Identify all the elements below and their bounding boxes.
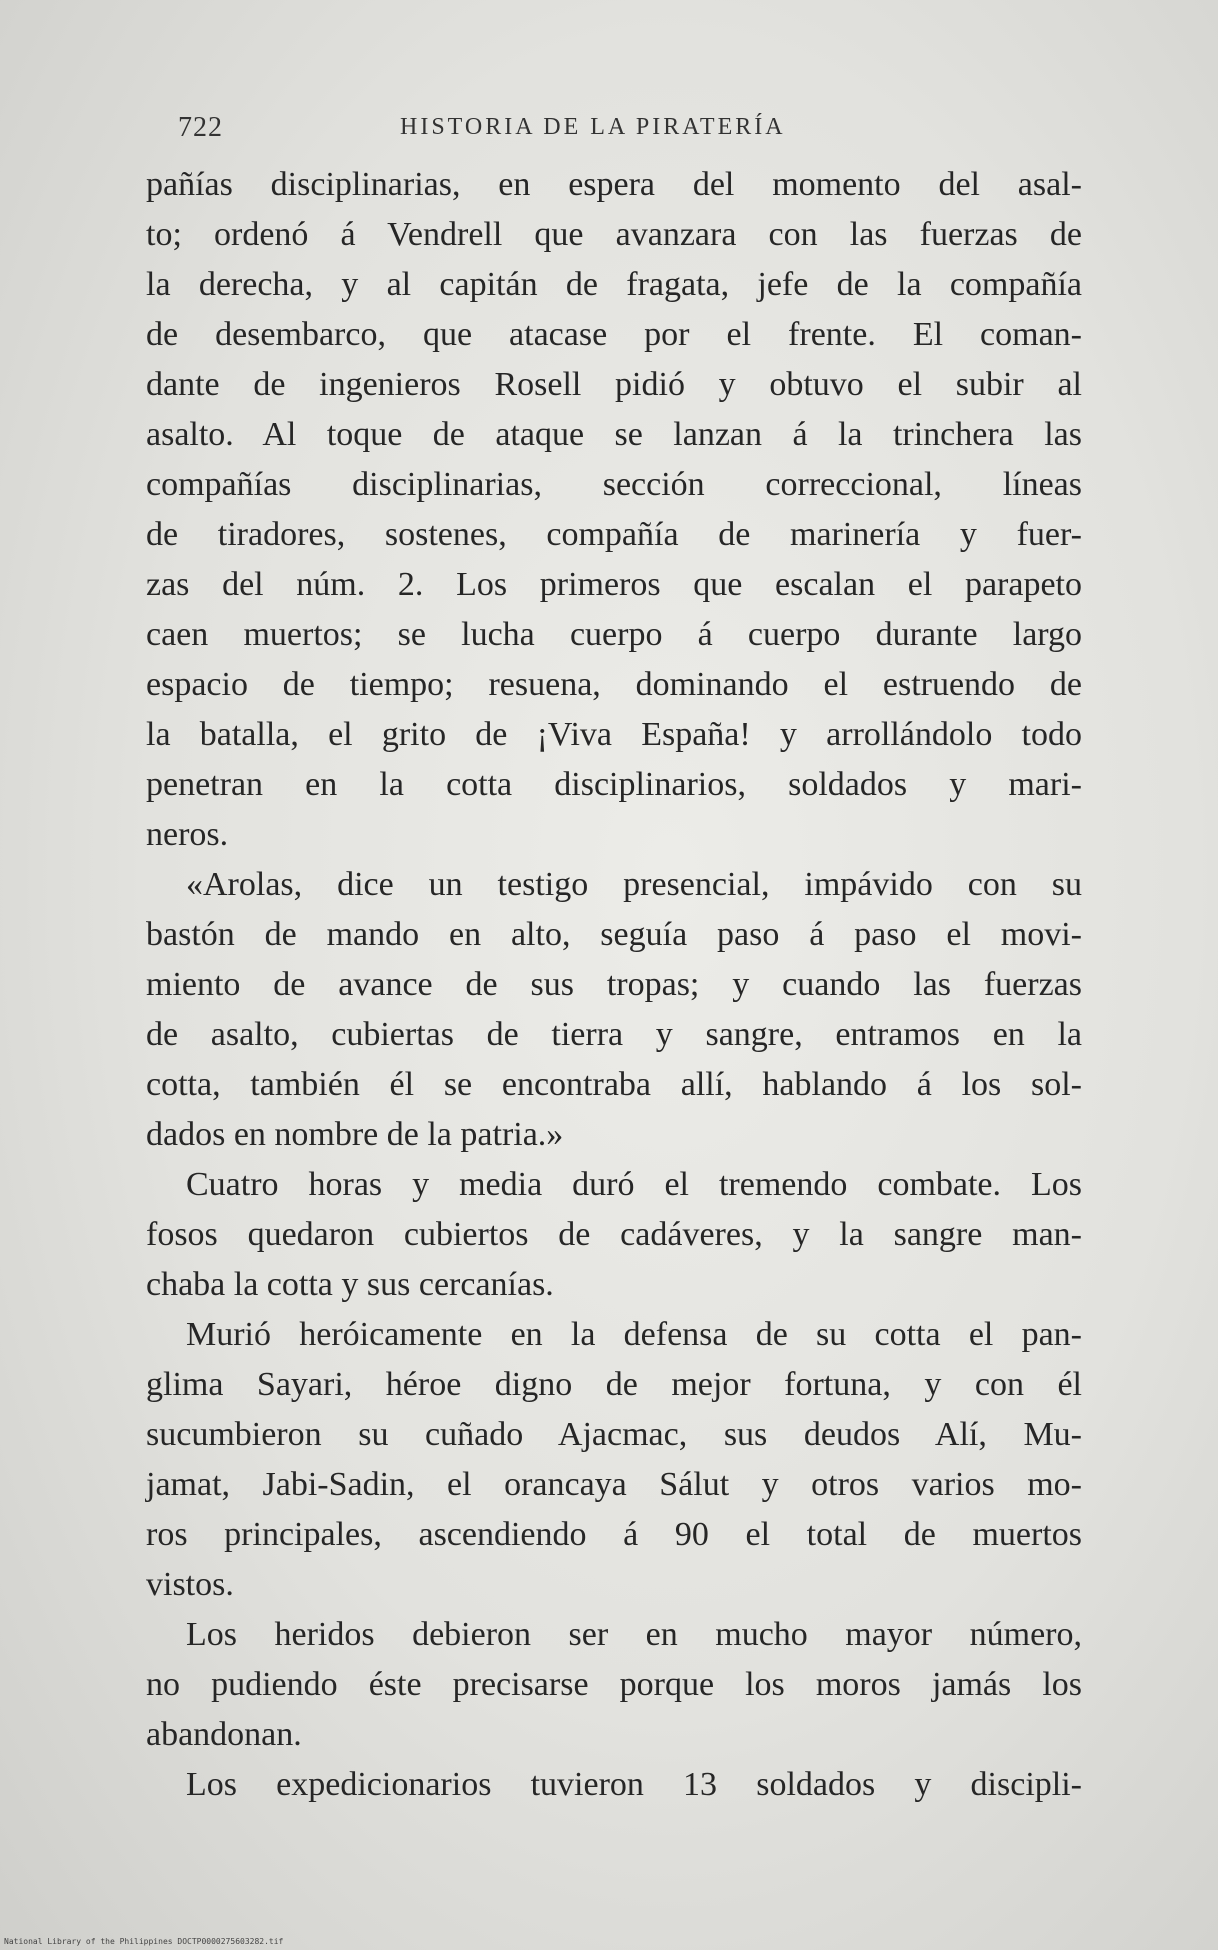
page-header: [178, 112, 1078, 152]
text-line: miento de avance de sus tropas; y cuando las fuerzas: [146, 966, 1082, 1003]
text-line: sucumbieron su cuñado Ajacmac, sus deudos Alí, Mu-: [146, 1416, 1082, 1453]
running-title: HISTORIA DE LA PIRATERÍA: [400, 114, 786, 140]
text-line: penetran en la cotta disciplinarios, soldados y mari-: [146, 766, 1082, 803]
text-line: Murió heróicamente en la defensa de su cotta el pan-: [186, 1316, 1082, 1353]
text-line: compañías disciplinarias, sección correccional, líneas: [146, 466, 1082, 503]
text-line: vistos.: [146, 1566, 234, 1603]
text-line: de desembarco, que atacase por el frente. El coman-: [146, 316, 1082, 353]
text-line: no pudiendo éste precisarse porque los moros jamás los: [146, 1666, 1082, 1703]
text-line: neros.: [146, 816, 229, 853]
text-line: abandonan.: [146, 1716, 302, 1753]
text-line: glima Sayari, héroe digno de mejor fortuna, y con él: [146, 1366, 1082, 1403]
text-line: zas del núm. 2. Los primeros que escalan el parapeto: [146, 566, 1082, 603]
text-line: cotta, también él se encontraba allí, hablando á los sol-: [146, 1066, 1082, 1103]
body-text: [146, 160, 1082, 1810]
footer-stamp: National Library of the Philippines DOCTP0000275603282.tif: [4, 1937, 284, 1946]
text-line: jamat, Jabi-Sadin, el orancaya Sálut y otros varios mo-: [146, 1466, 1082, 1503]
text-line: pañías disciplinarias, en espera del momento del asal-: [146, 166, 1082, 203]
text-line: de asalto, cubiertas de tierra y sangre, entramos en la: [146, 1016, 1082, 1053]
text-line: asalto. Al toque de ataque se lanzan á la trinchera las: [146, 416, 1082, 453]
text-line: la derecha, y al capitán de fragata, jefe de la compañía: [146, 266, 1082, 303]
text-line: dados en nombre de la patria.»: [146, 1116, 564, 1153]
text-line: bastón de mando en alto, seguía paso á paso el movi-: [146, 916, 1082, 953]
text-line: caen muertos; se lucha cuerpo á cuerpo durante largo: [146, 616, 1082, 653]
text-line: to; ordenó á Vendrell que avanzara con las fuerzas de: [146, 216, 1082, 253]
text-line: la batalla, el grito de ¡Viva España! y arrollándolo todo: [146, 716, 1082, 753]
text-line: de tiradores, sostenes, compañía de marinería y fuer-: [146, 516, 1082, 553]
text-line: fosos quedaron cubiertos de cadáveres, y la sangre man-: [146, 1216, 1082, 1253]
text-line: espacio de tiempo; resuena, dominando el estruendo de: [146, 666, 1082, 703]
text-line: Cuatro horas y media duró el tremendo combate. Los: [186, 1166, 1082, 1203]
page-number: 722: [178, 112, 223, 143]
text-line: «Arolas, dice un testigo presencial, impávido con su: [186, 866, 1082, 903]
text-line: Los expedicionarios tuvieron 13 soldados y discipli-: [186, 1766, 1082, 1803]
text-line: chaba la cotta y sus cercanías.: [146, 1266, 554, 1303]
text-line: Los heridos debieron ser en mucho mayor número,: [186, 1616, 1082, 1653]
text-line: dante de ingenieros Rosell pidió y obtuvo el subir al: [146, 366, 1082, 403]
text-line: ros principales, ascendiendo á 90 el total de muertos: [146, 1516, 1082, 1553]
